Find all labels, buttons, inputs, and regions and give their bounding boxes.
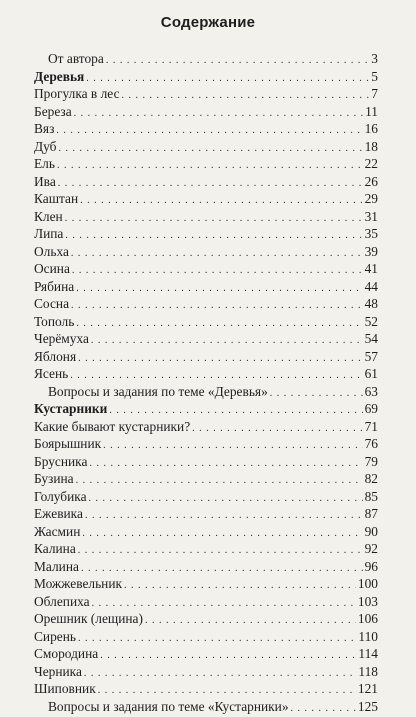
page-title: Содержание	[0, 14, 416, 31]
toc-page-number: 106	[358, 610, 378, 628]
dot-leader	[76, 472, 363, 490]
toc-page-number: 18	[365, 138, 378, 156]
toc-entry-label: Вопросы и задания по теме «Деревья»	[34, 383, 268, 401]
toc-entry-label: Голубика	[34, 488, 87, 506]
toc-entry	[34, 348, 378, 366]
toc-entry	[34, 680, 378, 698]
toc-entry	[34, 453, 378, 471]
dot-leader	[103, 437, 362, 455]
toc-entry	[34, 190, 378, 208]
toc-entry-label: Брусника	[34, 453, 87, 471]
toc-entry	[34, 418, 378, 436]
toc-entry-label: Вяз	[34, 120, 54, 138]
toc-page-number: 3	[371, 50, 378, 68]
toc-entry-label: Боярышник	[34, 435, 101, 453]
toc-page-number: 29	[365, 190, 378, 208]
toc-page-number: 85	[365, 488, 378, 506]
dot-leader	[291, 700, 356, 717]
dot-leader	[84, 665, 356, 683]
toc-page-number: 44	[365, 278, 378, 296]
toc-entry-label: Черёмуха	[34, 330, 89, 348]
dot-leader	[89, 455, 362, 473]
dot-leader	[145, 612, 356, 630]
toc-entry	[34, 313, 378, 331]
dot-leader	[74, 105, 363, 123]
dot-leader	[76, 315, 362, 333]
toc-entry	[34, 400, 378, 418]
toc-entry	[34, 330, 378, 348]
toc-page-number: 57	[365, 348, 378, 366]
toc-entry	[34, 628, 378, 646]
toc-entry	[34, 68, 378, 86]
dot-leader	[71, 297, 363, 315]
toc-page-number: 100	[358, 575, 378, 593]
toc-entry	[34, 260, 378, 278]
toc-page-number: 82	[365, 470, 378, 488]
dot-leader	[81, 560, 363, 578]
toc-page-number: 11	[365, 103, 378, 121]
toc-entry	[34, 558, 378, 576]
toc-entry-label: Орешник (лещина)	[34, 610, 143, 628]
dot-leader	[78, 630, 356, 648]
toc-entry-label: Облепиха	[34, 593, 90, 611]
toc-page-number: 114	[358, 645, 378, 663]
toc-page-number: 71	[365, 418, 378, 436]
toc-entry	[34, 120, 378, 138]
toc-entry-label: Дуб	[34, 138, 56, 156]
toc-section-label: Деревья	[34, 68, 84, 86]
toc-entry	[34, 225, 378, 243]
toc-entry	[34, 138, 378, 156]
toc-entry	[34, 575, 378, 593]
dot-leader	[89, 490, 363, 508]
toc-entry-label: Сирень	[34, 628, 76, 646]
dot-leader	[270, 385, 363, 403]
dot-leader	[72, 262, 363, 280]
toc-entry-label: Яблоня	[34, 348, 76, 366]
toc-entry-label: Клен	[34, 208, 63, 226]
toc-entry-label: Смородина	[34, 645, 98, 663]
toc-entry	[34, 50, 378, 68]
toc-page-number: 103	[358, 593, 378, 611]
toc-entry	[34, 663, 378, 681]
toc-entry	[34, 610, 378, 628]
toc-entry-label: Ольха	[34, 243, 69, 261]
dot-leader	[65, 227, 362, 245]
toc-section-label: Кустарники	[34, 400, 107, 418]
dot-leader	[78, 542, 363, 560]
dot-leader	[57, 157, 363, 175]
dot-leader	[124, 577, 356, 595]
toc-entry	[34, 523, 378, 541]
dot-leader	[85, 507, 363, 525]
toc-page-number: 121	[358, 680, 378, 698]
dot-leader	[65, 210, 363, 228]
toc-entry-label: Вопросы и задания по теме «Кустарники»	[34, 698, 289, 716]
toc-entry-label: Можжевельник	[34, 575, 122, 593]
toc-page-number: 52	[365, 313, 378, 331]
toc-page-number: 90	[365, 523, 378, 541]
toc-page-number: 26	[365, 173, 378, 191]
toc-entry	[34, 383, 378, 401]
toc-entry-label: Сосна	[34, 295, 69, 313]
toc-page-number: 96	[365, 558, 378, 576]
dot-leader	[86, 70, 369, 88]
toc-entry-label: Калина	[34, 540, 76, 558]
toc-page-number: 125	[358, 698, 378, 716]
toc-entry-label: Какие бывают кустарники?	[34, 418, 190, 436]
toc-entry-label: Шиповник	[34, 680, 96, 698]
toc-entry	[34, 295, 378, 313]
dot-leader	[82, 525, 362, 543]
toc-page-number: 41	[365, 260, 378, 278]
toc-entry	[34, 243, 378, 261]
dot-leader	[78, 350, 362, 368]
table-of-contents	[34, 50, 378, 715]
toc-page-number: 48	[365, 295, 378, 313]
toc-entry	[34, 593, 378, 611]
toc-entry-label: Ежевика	[34, 505, 83, 523]
toc-entry-label: От автора	[34, 50, 104, 68]
toc-entry	[34, 103, 378, 121]
toc-page-number: 39	[365, 243, 378, 261]
toc-page-number: 79	[365, 453, 378, 471]
dot-leader	[71, 245, 363, 263]
toc-entry-label: Жасмин	[34, 523, 80, 541]
toc-entry	[34, 365, 378, 383]
toc-entry-label: Осина	[34, 260, 70, 278]
toc-page-number: 118	[358, 663, 378, 681]
toc-page-number: 92	[365, 540, 378, 558]
toc-page-number: 54	[365, 330, 378, 348]
toc-page-number: 5	[371, 68, 378, 86]
toc-entry-label: Ель	[34, 155, 55, 173]
toc-entry-label: Бузина	[34, 470, 74, 488]
toc-page-number: 35	[365, 225, 378, 243]
toc-entry-label: Липа	[34, 225, 63, 243]
toc-entry	[34, 470, 378, 488]
toc-entry	[34, 540, 378, 558]
toc-entry-label: Прогулка в лес	[34, 85, 120, 103]
dot-leader	[106, 52, 369, 70]
toc-page-number: 31	[365, 208, 378, 226]
toc-entry-label: Рябина	[34, 278, 74, 296]
toc-entry-label: Береза	[34, 103, 72, 121]
toc-entry	[34, 155, 378, 173]
dot-leader	[56, 122, 362, 140]
toc-entry-label: Черника	[34, 663, 82, 681]
toc-entry	[34, 85, 378, 103]
toc-page-number: 7	[371, 85, 378, 103]
toc-entry	[34, 505, 378, 523]
dot-leader	[192, 420, 362, 438]
dot-leader	[100, 647, 356, 665]
toc-page-number: 63	[365, 383, 378, 401]
toc-page-number: 87	[365, 505, 378, 523]
toc-entry	[34, 698, 378, 716]
dot-leader	[80, 192, 362, 210]
toc-entry	[34, 278, 378, 296]
dot-leader	[91, 332, 363, 350]
toc-entry	[34, 173, 378, 191]
toc-page-number: 16	[365, 120, 378, 138]
dot-leader	[58, 175, 363, 193]
toc-entry-label: Ясень	[34, 365, 68, 383]
toc-page-number: 22	[365, 155, 378, 173]
toc-page-number: 69	[365, 400, 378, 418]
toc-entry-label: Ива	[34, 173, 56, 191]
toc-page-number: 61	[365, 365, 378, 383]
toc-page-number: 110	[358, 628, 378, 646]
dot-leader	[122, 87, 370, 105]
toc-entry-label: Каштан	[34, 190, 78, 208]
toc-entry	[34, 645, 378, 663]
toc-entry	[34, 488, 378, 506]
toc-entry-label: Малина	[34, 558, 79, 576]
dot-leader	[58, 140, 362, 158]
toc-entry-label: Тополь	[34, 313, 74, 331]
toc-page-number: 76	[365, 435, 378, 453]
dot-leader	[76, 280, 362, 298]
toc-entry	[34, 435, 378, 453]
toc-entry	[34, 208, 378, 226]
